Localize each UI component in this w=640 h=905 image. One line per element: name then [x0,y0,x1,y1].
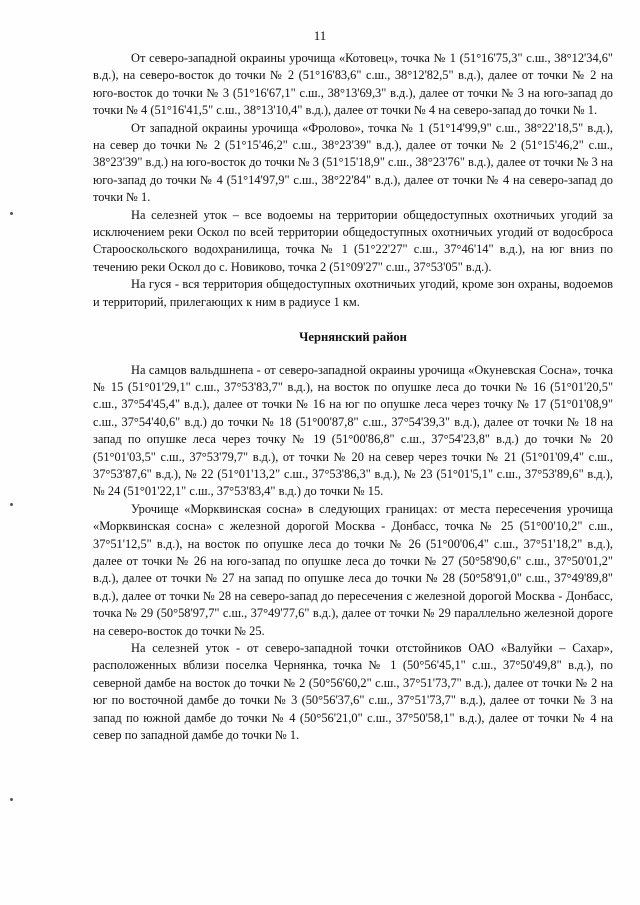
scan-mark [10,798,13,801]
paragraph-morkvinskaya: Урочище «Морквинская сосна» в следующих границах: от места пересечения урочища «Морквинская сосна» с железной дорогой Москва - Донбасс, точка № 25 (51°00'10,2" с.ш., 37°51'12,5" в.д.), на восток по опушке леса до точки № 26 (51°00'06,4" с.ш., 37°51'18,2" в.д.), далее от точки № 26 на юго-запад по опушке леса до точки № 27 (50°58'90,6" с.ш., 37°50'01,2" в.д.), далее от точки № 27 на запад по опушке леса до точки № 28 (50°58'91,0" с.ш., 37°49'89,8" в.д.), далее от точки № 28 на северо-запад до пересечения с железной дорогой Москва - Донбасс, точка № 29 (50°58'97,7" с.ш., 37°49'77,6" в.д.), далее от точки № 29 параллельно железной дороге на северо-восток до точки № 25. [93,501,613,638]
paragraph-geese: На гуся - вся территория общедоступных охотничьих угодий, кроме зон охраны, водоемов и территорий, прилегающих к ним в радиусе 1 км. [93,277,613,309]
section-heading: Чернянский район [299,330,407,345]
document-body [93,50,613,744]
paragraph-ducks-chernyanka: На селезней уток - от северо-западной точки отстойников ОАО «Валуйки – Сахар», расположенных вблизи поселка Чернянка, точка № 1 (50°56'45,1" с.ш., 37°50'49,8" в.д.), по северной дамбе на восток до точки № 2 (50°56'60,2" с.ш., 37°51'73,7" в.д.), далее от точки № 2 на юг по восточной дамбе до точки № 3 (50°56'37,6" с.ш., 37°51'73,7" в.д.), далее от точки № 3 на запад по южной дамбе до точки № 4 (50°56'21,0" с.ш., 37°50'58,1" в.д.), далее от точки № 4 на север по западной дамбе до точки № 1. [93,641,613,743]
paragraph-woodcock: На самцов вальдшнепа - от северо-западной окраины урочища «Окуневская Сосна», точка № 15 (51°01'29,1" с.ш., 37°53'83,7" в.д.), на восток по опушке леса до точки № 16 (51°01'20,5" с.ш., 37°54'45,4" в.д.), далее от точки № 16 на юг по опушке леса через точку № 17 (51°01'08,9" с.ш., 37°54'40,6" в.д.) до точки № 18 (51°00'87,8" с.ш., 37°54'39,3" в.д.), далее от точки № 18 на запад по опушке леса через точку № 19 (51°00'86,8" с.ш., 37°54'23,8" в.д.) до точки № 20 (51°01'03,5" с.ш., 37°53'79,7" в.д.), от точки № 20 на север через точки № 21 (51°01'09,4" с.ш., 37°53'87,6" в.д.), № 22 (51°01'13,2" с.ш., 37°53'86,3" в.д.), № 23 (51°01'5,1" с.ш., 37°53'89,6" в.д.), № 24 (51°01'22,1" с.ш., 37°53'83,4" в.д.) до точки № 15. [93,362,613,499]
page-number: 11 [313,28,327,43]
paragraph-ducks-oskol: На селезней уток – все водоемы на территории общедоступных охотничьих угодий за исключением реки Оскол по всей территории общедоступных охотничьих угодий от водосброса Старооскольского водохранилища, точка № 1 (51°22'27" с.ш., 37°46'14" в.д.), на юг вниз по течению реки Оскол до с. Новиково, точка 2 (51°09'27" с.ш., 37°53'05" в.д.). [93,207,613,274]
paragraph-kotovets: От северо-западной окраины урочища «Котовец», точка № 1 (51°16'75,3" с.ш., 38°12'34,6" в.д.), на северо-восток до точки № 2 (51°16'83,6" с.ш., 38°12'82,5" в.д.), далее от точки № 2 на юго-восток до точки № 3 (51°16'67,1" с.ш., 38°13'69,3" в.д.), далее от точки № 3 на юго-запад до точки № 4 (51°16'41,5" с.ш., 38°13'10,4" в.д.), далее от точки № 4 на северо-запад до точки № 1. [93,51,613,118]
paragraph-frolovo: От западной окраины урочища «Фролово», точка № 1 (51°14'99,9" с.ш., 38°22'18,5" в.д.), на север до точки № 2 (51°15'46,2" с.ш., 38°23'39" в.д.), далее от точки № 2 (51°15'46,2" с.ш., 38°23'39" в.д.) на юго-восток до точки № 3 (51°15'18,9" с.ш., 38°23'76" в.д.), далее от точки № 3 на юго-запад до точки № 4 (51°14'97,9" с.ш., 38°22'84" в.д.), далее от точки № 4 на северо-запад до точки № 1. [93,120,613,205]
scan-mark [10,212,13,215]
scan-mark [10,503,13,506]
